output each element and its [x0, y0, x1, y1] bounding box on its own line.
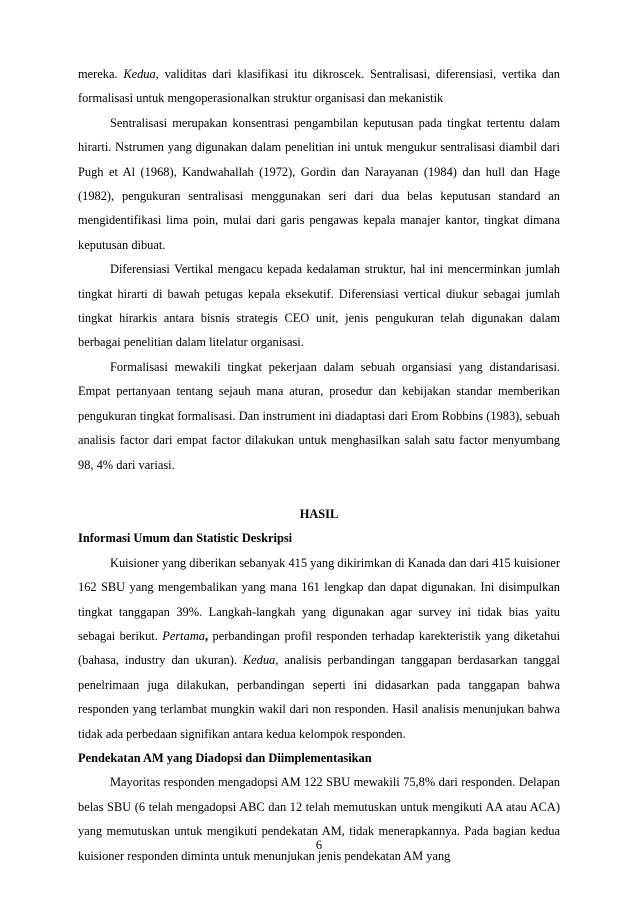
paragraph-text: mereka. [78, 67, 124, 81]
subheading-pendekatan-am: Pendekatan AM yang Diadopsi dan Diimplementasikan [78, 750, 372, 765]
paragraph [78, 257, 560, 355]
section-heading: HASIL [299, 506, 339, 521]
am-paragraphs [78, 770, 560, 868]
paragraph-text: Sentralisasi merupakan konsentrasi pengambilan keputusan pada tingkat tertentu dalam hirarti. Nstrumen yang digunakan dalam penelitian ini untuk mengukur sentralisasi diambil dari Pugh et Al (1968), Kandwahallah (1972), Gordin dan Narayanan (1984) dan hull dan Hage (1982), pengukuran sentralisasi menggunakan seri dari dua belas keputusan standard an mengidentifikasi lima poin, mulai dari garis pengawas kepala manajer kantor, tingkat dimana keputusan dibuat. [78, 115, 560, 252]
paragraph-text: perbandingan profil responden terhadap karekteristik yang diketahui (bahasa, industry dan ukuran). [78, 628, 561, 668]
italic-text: Kedua [242, 653, 276, 668]
italic-text: Pertama [162, 628, 205, 643]
section-gap [78, 477, 560, 502]
intro-paragraphs [78, 62, 560, 477]
paragraph-text: , validitas dari klasifikasi itu dikroscek. Sentralisasi, diferensiasi, vertika dan formalisasi untuk mengoperasionalkan struktur organisasi dan mekanistik [78, 67, 561, 106]
page-content [78, 62, 560, 868]
paragraph [78, 355, 560, 477]
paragraph [78, 551, 560, 746]
paragraph-text: Formalisasi mewakili tingkat pekerjaan dalam sebuah organsiasi yang distandarisasi. Empat pertanyaan tentang sejauh mana aturan, prosedur dan kebijakan standar memberikan pengukuran tingkat formalisasi. Dan instrument ini diadaptasi dari Erom Robbins (1983), sebuah analisis factor dari empat factor dilakukan untuk menghasilkan salah satu factor menyumbang 98, 4% dari variasi. [78, 359, 560, 472]
subheading-informasi-umum: Informasi Umum dan Statistic Deskripsi [78, 531, 293, 546]
paragraph [78, 770, 560, 868]
paragraph [78, 111, 560, 257]
paragraph-text: Kuisioner yang diberikan sebanyak 415 yang dikirimkan di Kanada dan dari 415 kuisioner 162 SBU yang mengembalikan yang mana 161 lengkap dan dapat digunakan. Ini disimpulkan tingkat tanggapan 39%. Langkah-langkah yang digunakan agar survey ini tidak bias yaitu sebagai berikut. [78, 555, 560, 643]
bold-text: , [204, 628, 213, 643]
results-paragraphs [78, 551, 560, 746]
paragraph-text: , analisis perbandingan tanggapan berdasarkan tanggal penelrimaan juga dilakukan, perbandingan seperti ini didasarkan pada tanggapan bahwa responden yang terlambat mungkin wakil dari non responden. Hasil analisis menunjukan bahwa tidak ada perbedaan signifikan antara kedua kelompok responden. [78, 653, 560, 741]
page-number: 6 [315, 838, 323, 852]
paragraph-text: Diferensiasi Vertikal mengacu kepada kedalaman struktur, hal ini mencerminkan jumlah tingkat hirarti di bawah petugas kepala eksekutif. Diferensiasi vertical diukur sebagai jumlah tingkat hirarkis antara bisnis strategis CEO unit, jenis pengukuran telah digunakan dalam berbagai penelitian dalam litelatur organisasi. [78, 262, 560, 350]
paragraph-text: Mayoritas responden mengadopsi AM 122 SBU mewakili 75,8% dari responden. Delapan belas SBU (6 telah mengadopsi ABC dan 12 telah memutuskan untuk mengikuti AA atau ACA) yang memutuskan untuk mengikuti pendekatan AM, tidak menerapkannya. Pada bagian kedua kuisioner responden diminta untuk menunjukan jenis pendekatan AM yang [78, 775, 560, 863]
italic-text: Kedua [123, 67, 156, 81]
paragraph [78, 62, 560, 111]
